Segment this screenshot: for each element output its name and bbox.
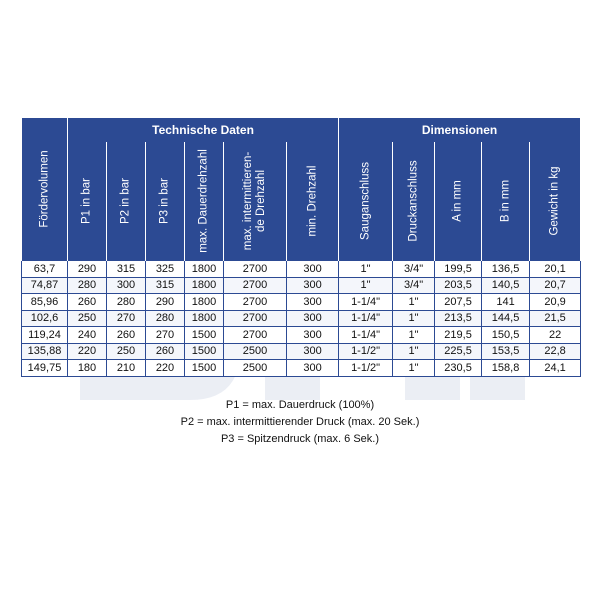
table-cell: 300	[107, 277, 146, 294]
table-cell: 144,5	[482, 310, 530, 327]
table-cell: 1"	[393, 294, 435, 311]
table-body	[22, 261, 581, 377]
table-cell: 22	[530, 327, 581, 344]
table-cell: 260	[146, 343, 185, 360]
table-cell: 290	[146, 294, 185, 311]
group-header-dimensionen: Dimensionen	[339, 118, 581, 142]
table-row	[22, 360, 581, 377]
table-cell: 2700	[224, 310, 287, 327]
table-cell: 325	[146, 261, 185, 278]
table-cell: 1"	[393, 360, 435, 377]
table-cell: 24,1	[530, 360, 581, 377]
column-header-b-in-mm: B in mm	[482, 142, 530, 261]
table-row	[22, 310, 581, 327]
table-cell: 150,5	[482, 327, 530, 344]
column-header-p2: P2 in bar	[107, 142, 146, 261]
column-header-a-in-mm: A in mm	[435, 142, 482, 261]
table-row	[22, 261, 581, 278]
table-cell: 1500	[185, 343, 224, 360]
footnote-p1: P1 = max. Dauerdruck (100%)	[225, 399, 375, 411]
table-cell: 270	[146, 327, 185, 344]
table-cell: 1-1/4"	[339, 310, 393, 327]
table-cell: 3/4"	[393, 277, 435, 294]
table-cell: 203,5	[435, 277, 482, 294]
column-header-sauganschluss: Sauganschluss	[339, 142, 393, 261]
table-cell: 1800	[185, 294, 224, 311]
column-header-p3: P3 in bar	[146, 142, 185, 261]
table-row	[22, 277, 581, 294]
footnote-p3: P3 = Spitzendruck (max. 6 Sek.)	[220, 433, 380, 445]
table-cell: 260	[68, 294, 107, 311]
table-cell: 2700	[224, 277, 287, 294]
table-cell: 1"	[393, 327, 435, 344]
table-cell: 102,6	[22, 310, 68, 327]
table-cell: 300	[287, 360, 339, 377]
table-cell: 2700	[224, 327, 287, 344]
column-header-foerdervolumen: Fördervolumen	[22, 118, 68, 261]
table-cell: 149,75	[22, 360, 68, 377]
table-cell: 2700	[224, 261, 287, 278]
column-header-min-drehzahl: min. Drehzahl	[287, 142, 339, 261]
table-cell: 199,5	[435, 261, 482, 278]
table-cell: 207,5	[435, 294, 482, 311]
table-cell: 1500	[185, 327, 224, 344]
table-cell: 280	[107, 294, 146, 311]
table-cell: 158,8	[482, 360, 530, 377]
table-cell: 20,1	[530, 261, 581, 278]
table-cell: 300	[287, 294, 339, 311]
table-cell: 210	[107, 360, 146, 377]
table-cell: 136,5	[482, 261, 530, 278]
group-header-technische-daten: Technische Daten	[68, 118, 339, 142]
table-cell: 22,8	[530, 343, 581, 360]
table-cell: 1800	[185, 310, 224, 327]
table-cell: 1-1/2"	[339, 343, 393, 360]
column-header-p1: P1 in bar	[68, 142, 107, 261]
footnotes	[0, 397, 600, 448]
technical-data-table-wrapper	[21, 118, 580, 377]
table-cell: 280	[68, 277, 107, 294]
table-cell: 1"	[393, 310, 435, 327]
column-header-line-2: de Drehzahl	[255, 169, 267, 233]
column-header-max-intermittierende-drehzahl	[224, 142, 287, 261]
table-cell: 250	[68, 310, 107, 327]
table-cell: 260	[107, 327, 146, 344]
table-cell: 20,7	[530, 277, 581, 294]
table-cell: 180	[68, 360, 107, 377]
table-cell: 20,9	[530, 294, 581, 311]
table-cell: 290	[68, 261, 107, 278]
table-cell: 135,88	[22, 343, 68, 360]
table-cell: 1-1/4"	[339, 327, 393, 344]
table-cell: 1"	[339, 261, 393, 278]
column-header-max-dauerdrehzahl: max. Dauerdrehzahl	[185, 142, 224, 261]
table-cell: 85,96	[22, 294, 68, 311]
footnote-p2: P2 = max. intermittierender Druck (max. 20 Sek.)	[180, 416, 420, 428]
table-cell: 2500	[224, 360, 287, 377]
table-cell: 225,5	[435, 343, 482, 360]
column-header-gewicht: Gewicht in kg	[530, 142, 581, 261]
table-cell: 300	[287, 310, 339, 327]
table-cell: 119,24	[22, 327, 68, 344]
table-cell: 63,7	[22, 261, 68, 278]
table-cell: 1-1/2"	[339, 360, 393, 377]
table-cell: 220	[68, 343, 107, 360]
table-cell: 74,87	[22, 277, 68, 294]
column-header-druckanschluss: Druckanschluss	[393, 142, 435, 261]
table-cell: 300	[287, 277, 339, 294]
table-cell: 1-1/4"	[339, 294, 393, 311]
column-header-line-1: max. intermittieren-	[242, 151, 254, 251]
table-row	[22, 327, 581, 344]
table-cell: 250	[107, 343, 146, 360]
table-cell: 270	[107, 310, 146, 327]
table-cell: 315	[146, 277, 185, 294]
table-cell: 1"	[393, 343, 435, 360]
table-row	[22, 343, 581, 360]
table-cell: 213,5	[435, 310, 482, 327]
table-cell: 220	[146, 360, 185, 377]
table-cell: 2500	[224, 343, 287, 360]
table-cell: 2700	[224, 294, 287, 311]
table-cell: 1800	[185, 277, 224, 294]
table-cell: 140,5	[482, 277, 530, 294]
table-cell: 3/4"	[393, 261, 435, 278]
table-cell: 219,5	[435, 327, 482, 344]
table-cell: 1800	[185, 261, 224, 278]
table-cell: 1500	[185, 360, 224, 377]
table-cell: 300	[287, 261, 339, 278]
table-cell: 300	[287, 343, 339, 360]
table-cell: 230,5	[435, 360, 482, 377]
table-row	[22, 294, 581, 311]
table-cell: 153,5	[482, 343, 530, 360]
technical-data-table	[21, 118, 581, 377]
table-cell: 315	[107, 261, 146, 278]
table-cell: 300	[287, 327, 339, 344]
table-cell: 280	[146, 310, 185, 327]
table-cell: 240	[68, 327, 107, 344]
table-cell: 141	[482, 294, 530, 311]
table-cell: 1"	[339, 277, 393, 294]
table-cell: 21,5	[530, 310, 581, 327]
